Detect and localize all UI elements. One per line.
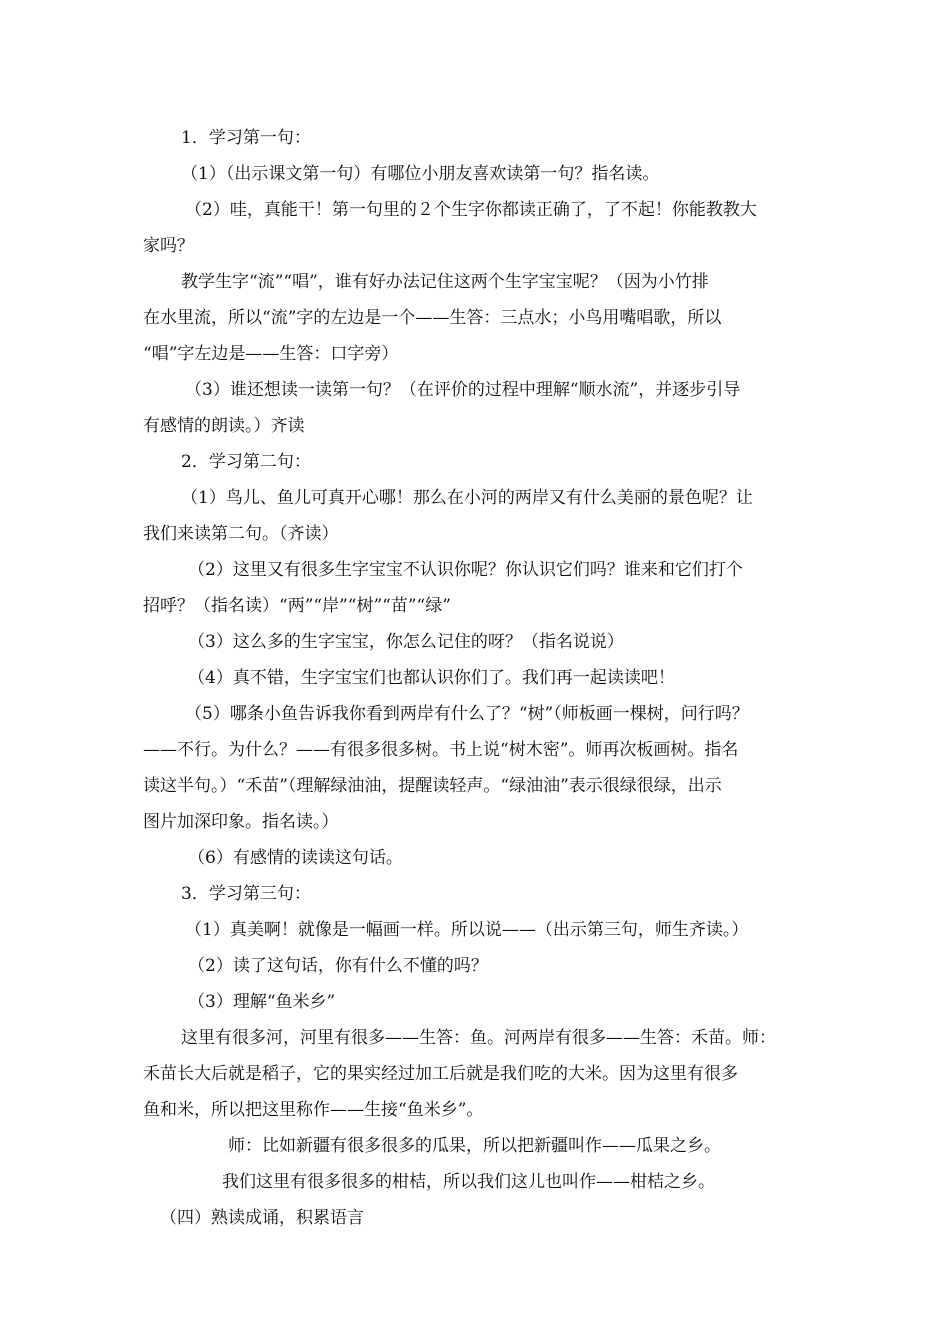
paragraph-line: 这里有很多河，河里有很多——生答：鱼。河两岸有很多——生答：禾苗。师： <box>181 1028 776 1048</box>
paragraph-line: “唱”字左边是——生答：口字旁） <box>143 344 399 364</box>
paragraph-line: 在水里流，所以“流”字的左边是一个——生答：三点水；小鸟用嘴唱歌，所以 <box>143 308 722 328</box>
paragraph-line: 我们这里有很多很多的柑桔，所以我们这儿也叫作——柑桔之乡。 <box>222 1172 715 1192</box>
paragraph-line: 师：比如新疆有很多很多的瓜果，所以把新疆叫作——瓜果之乡。 <box>228 1136 721 1156</box>
section-heading: （四）熟读成诵，积累语言 <box>160 1208 364 1228</box>
paragraph-line: 鱼和米，所以把这里称作——生接“鱼米乡”。 <box>143 1100 484 1120</box>
paragraph-line: 图片加深印象。指名读。） <box>143 812 339 832</box>
paragraph-line: 禾苗长大后就是稻子，它的果实经过加工后就是我们吃的大米。因为这里有很多 <box>143 1064 738 1084</box>
paragraph-line: ——不行。为什么？——有很多很多树。书上说“树木密”。师再次板画树。指名 <box>143 740 739 760</box>
paragraph-line: （4）真不错，生字宝宝们也都认识你们了。我们再一起读读吧！ <box>188 668 675 688</box>
paragraph-line: （3）谁还想读一读第一句？（在评价的过程中理解“顺水流”，并逐步引导 <box>185 380 741 400</box>
heading-step-1: 1．学习第一句： <box>181 128 311 148</box>
paragraph-line: （1）真美啊！就像是一幅画一样。所以说——（出示第三句，师生齐读。） <box>185 920 749 940</box>
paragraph-line: （2）这里又有很多生字宝宝不认识你呢？你认识它们吗？谁来和它们打个 <box>188 560 743 580</box>
paragraph-line: 有感情的朗读。）齐读 <box>143 416 305 436</box>
paragraph-line: （1）鸟儿、鱼儿可真开心哪！那么在小河的两岸又有什么美丽的景色呢？让 <box>181 488 753 508</box>
paragraph-line: 我们来读第二句。（齐读） <box>143 524 339 544</box>
paragraph-line: （3）理解“鱼米乡” <box>188 992 336 1012</box>
paragraph-line: 招呼？（指名读）“两”“岸”“树”“苗”“绿” <box>143 596 451 616</box>
paragraph-line: （6）有感情的读读这句话。 <box>188 848 403 868</box>
paragraph-line: 家吗？ <box>143 236 194 256</box>
paragraph-line: （2）读了这句话，你有什么不懂的吗？ <box>188 956 488 976</box>
heading-step-2: 2．学习第二句： <box>181 452 311 472</box>
heading-step-3: 3．学习第三句： <box>181 884 311 904</box>
paragraph-line: 教学生字“流”“唱”，谁有好办法记住这两个生字宝宝呢？（因为小竹排 <box>181 272 709 292</box>
paragraph-line: 读这半句。）“禾苗”（理解绿油油，提醒读轻声。“绿油油”表示很绿很绿，出示 <box>143 776 722 796</box>
paragraph-line: （1）（出示课文第一句）有哪位小朋友喜欢读第一句？指名读。 <box>181 164 660 184</box>
paragraph-line: （2）哇，真能干！第一句里的２个生字你都读正确了，了不起！你能教教大 <box>185 200 757 220</box>
paragraph-line: （5）哪条小鱼告诉我你看到两岸有什么了？“树”（师板画一棵树，问行吗？ <box>185 704 749 724</box>
paragraph-line: （3）这么多的生字宝宝，你怎么记住的呀？（指名说说） <box>188 632 624 652</box>
